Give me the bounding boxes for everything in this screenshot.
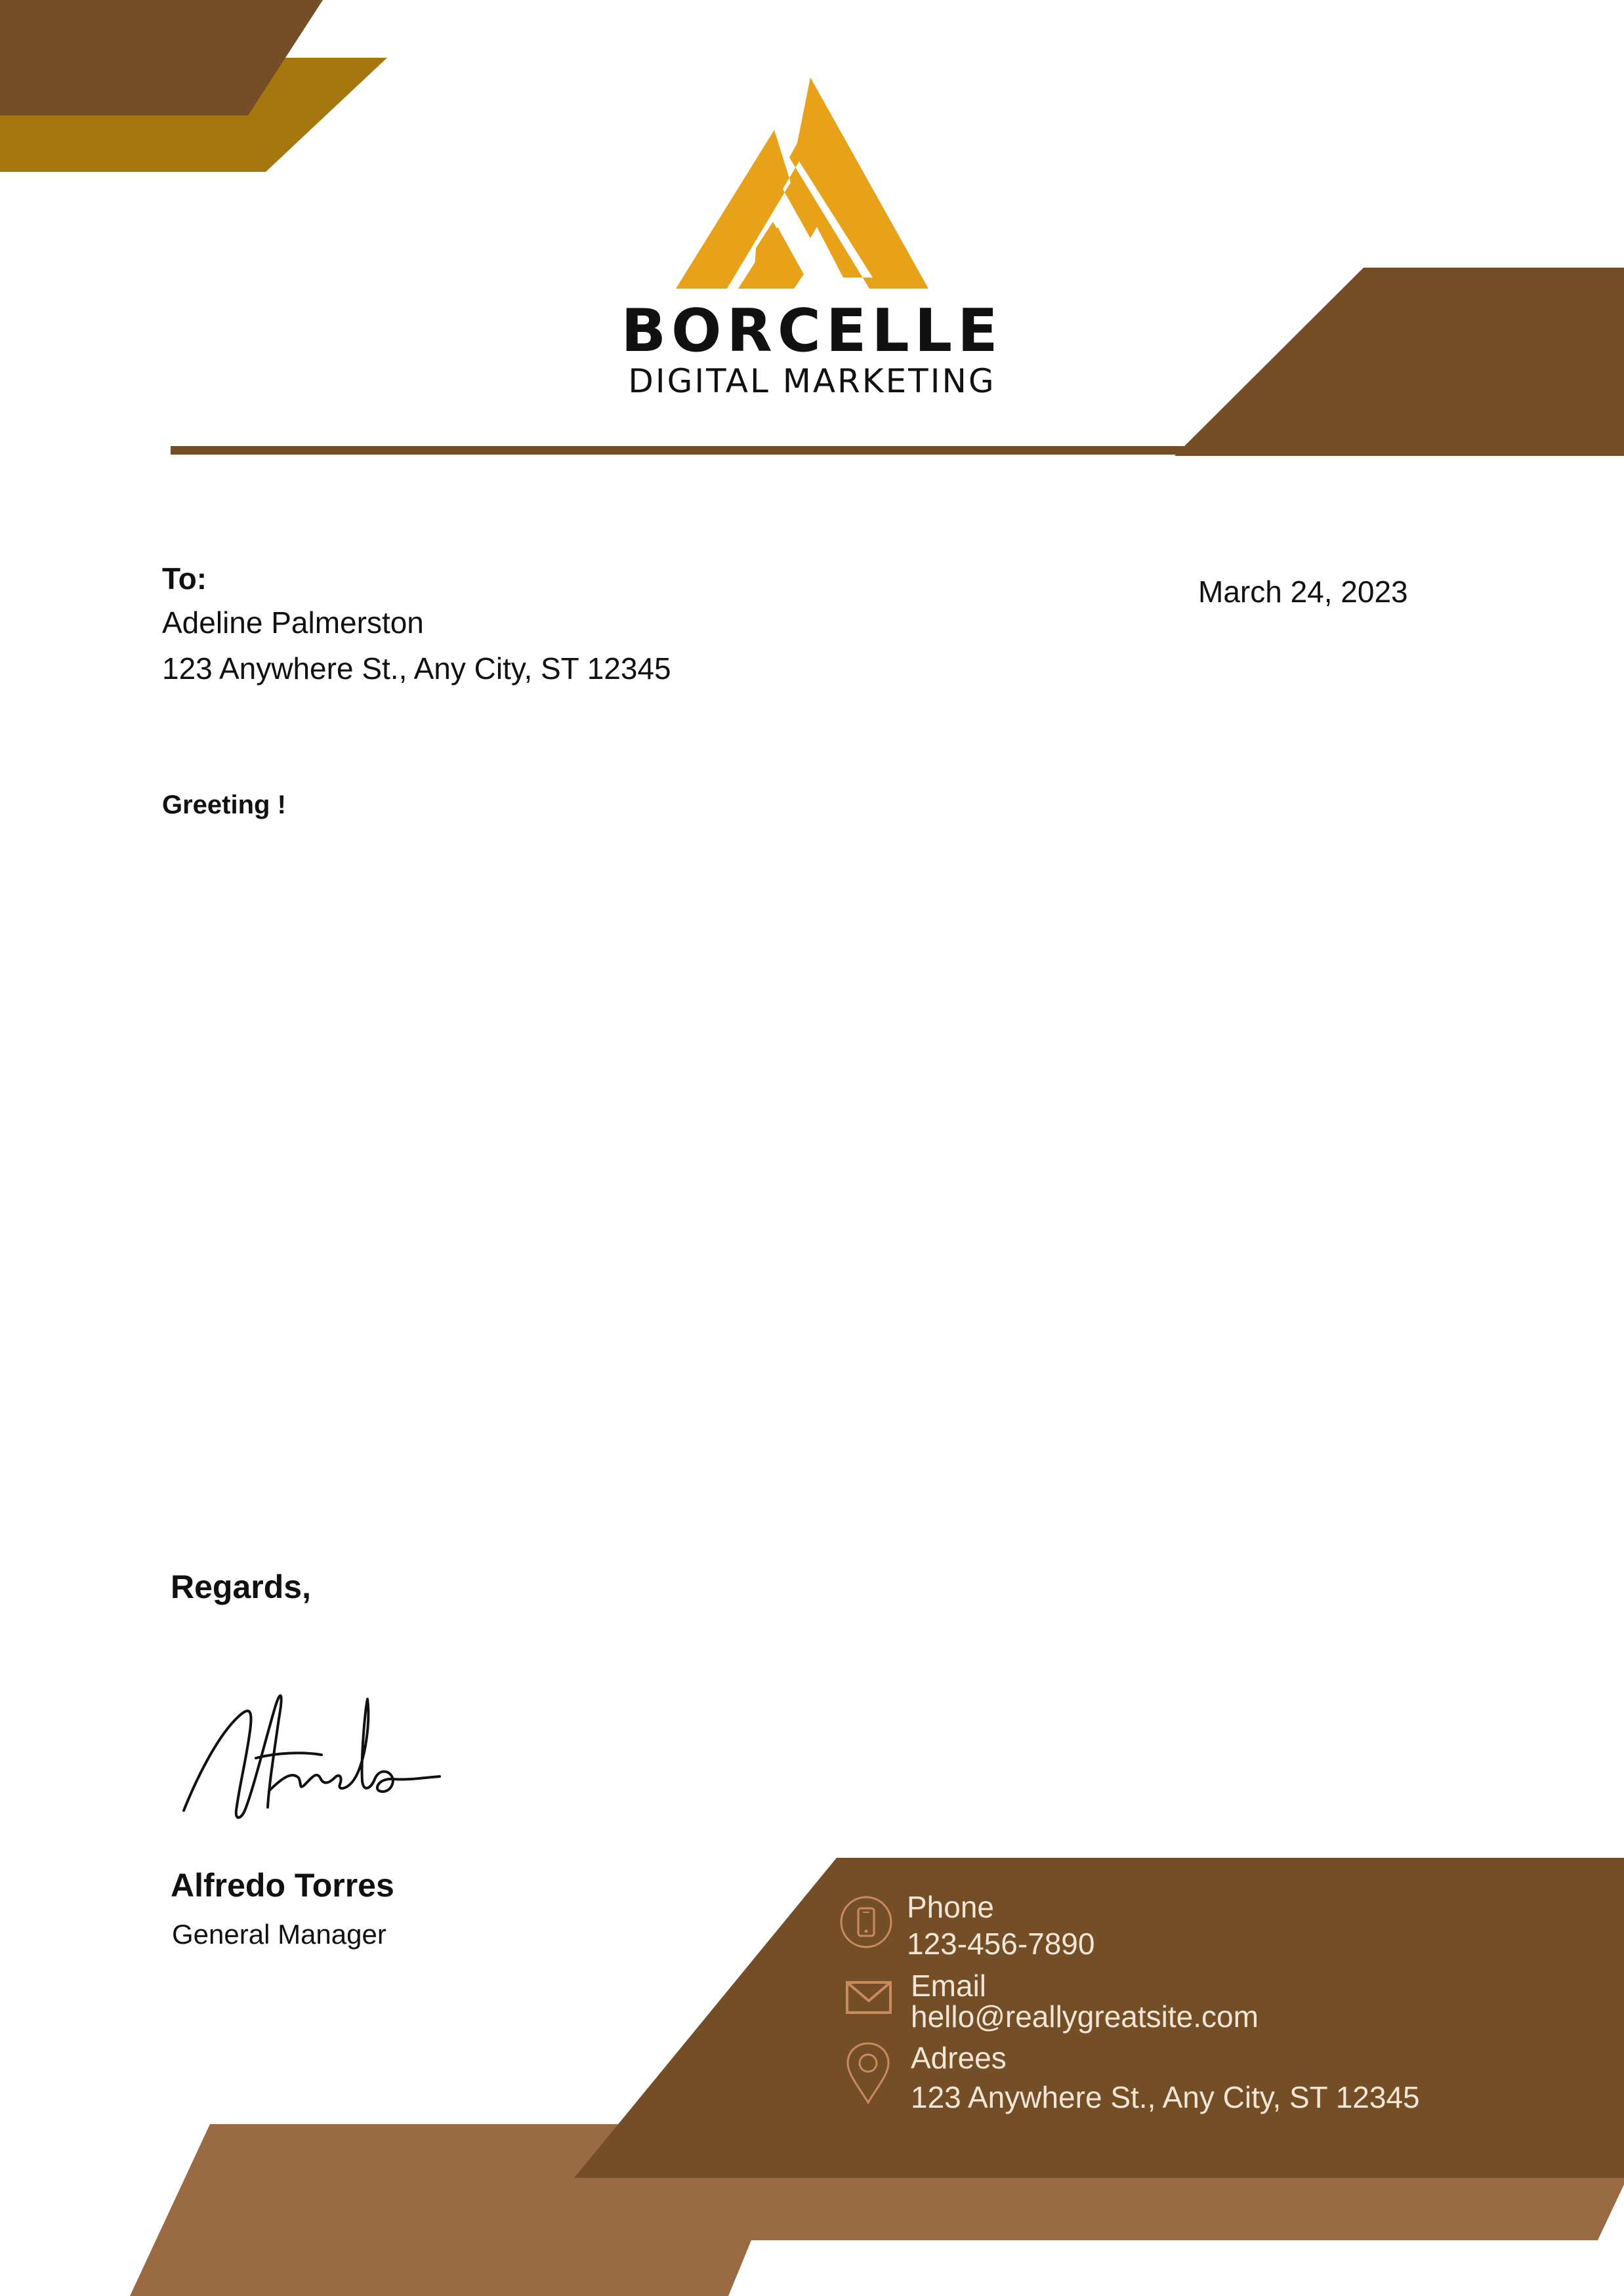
signer-title: General Manager (172, 1919, 386, 1950)
brand-tagline: DIGITAL MARKETING (628, 362, 996, 400)
contact-email-label: Email (911, 1969, 987, 2003)
signature (171, 1679, 453, 1830)
bottom-left-light-band (130, 2124, 656, 2296)
signer-name: Alfredo Torres (171, 1867, 394, 1904)
contact-phone-label: Phone (907, 1890, 995, 1924)
contact-email-value: hello@reallygreatsite.com (911, 1999, 1259, 2034)
triangle-mountain-logo (676, 77, 951, 294)
logo-mark (676, 77, 928, 289)
recipient-label: To: (162, 562, 207, 596)
header-divider-line (171, 446, 1194, 455)
phone-icon (837, 1893, 896, 1952)
recipient-name: Adeline Palmerston (162, 605, 424, 640)
signature-stroke (184, 1696, 440, 1818)
contact-address-value: 123 Anywhere St., Any City, ST 12345 (911, 2080, 1420, 2114)
location-pin-icon (839, 2040, 898, 2106)
brand-name: BORCELLE (621, 297, 1003, 365)
bottom-right-light-band (656, 2165, 1624, 2296)
letter-date: March 24, 2023 (1198, 575, 1408, 609)
contact-address-label: Adrees (911, 2041, 1007, 2075)
mail-icon (843, 1968, 902, 2027)
contact-phone-value: 123-456-7890 (907, 1927, 1095, 1961)
recipient-address: 123 Anywhere St., Any City, ST 12345 (162, 651, 671, 686)
closing-regards: Regards, (171, 1568, 311, 1605)
greeting: Greeting ! (162, 790, 286, 819)
